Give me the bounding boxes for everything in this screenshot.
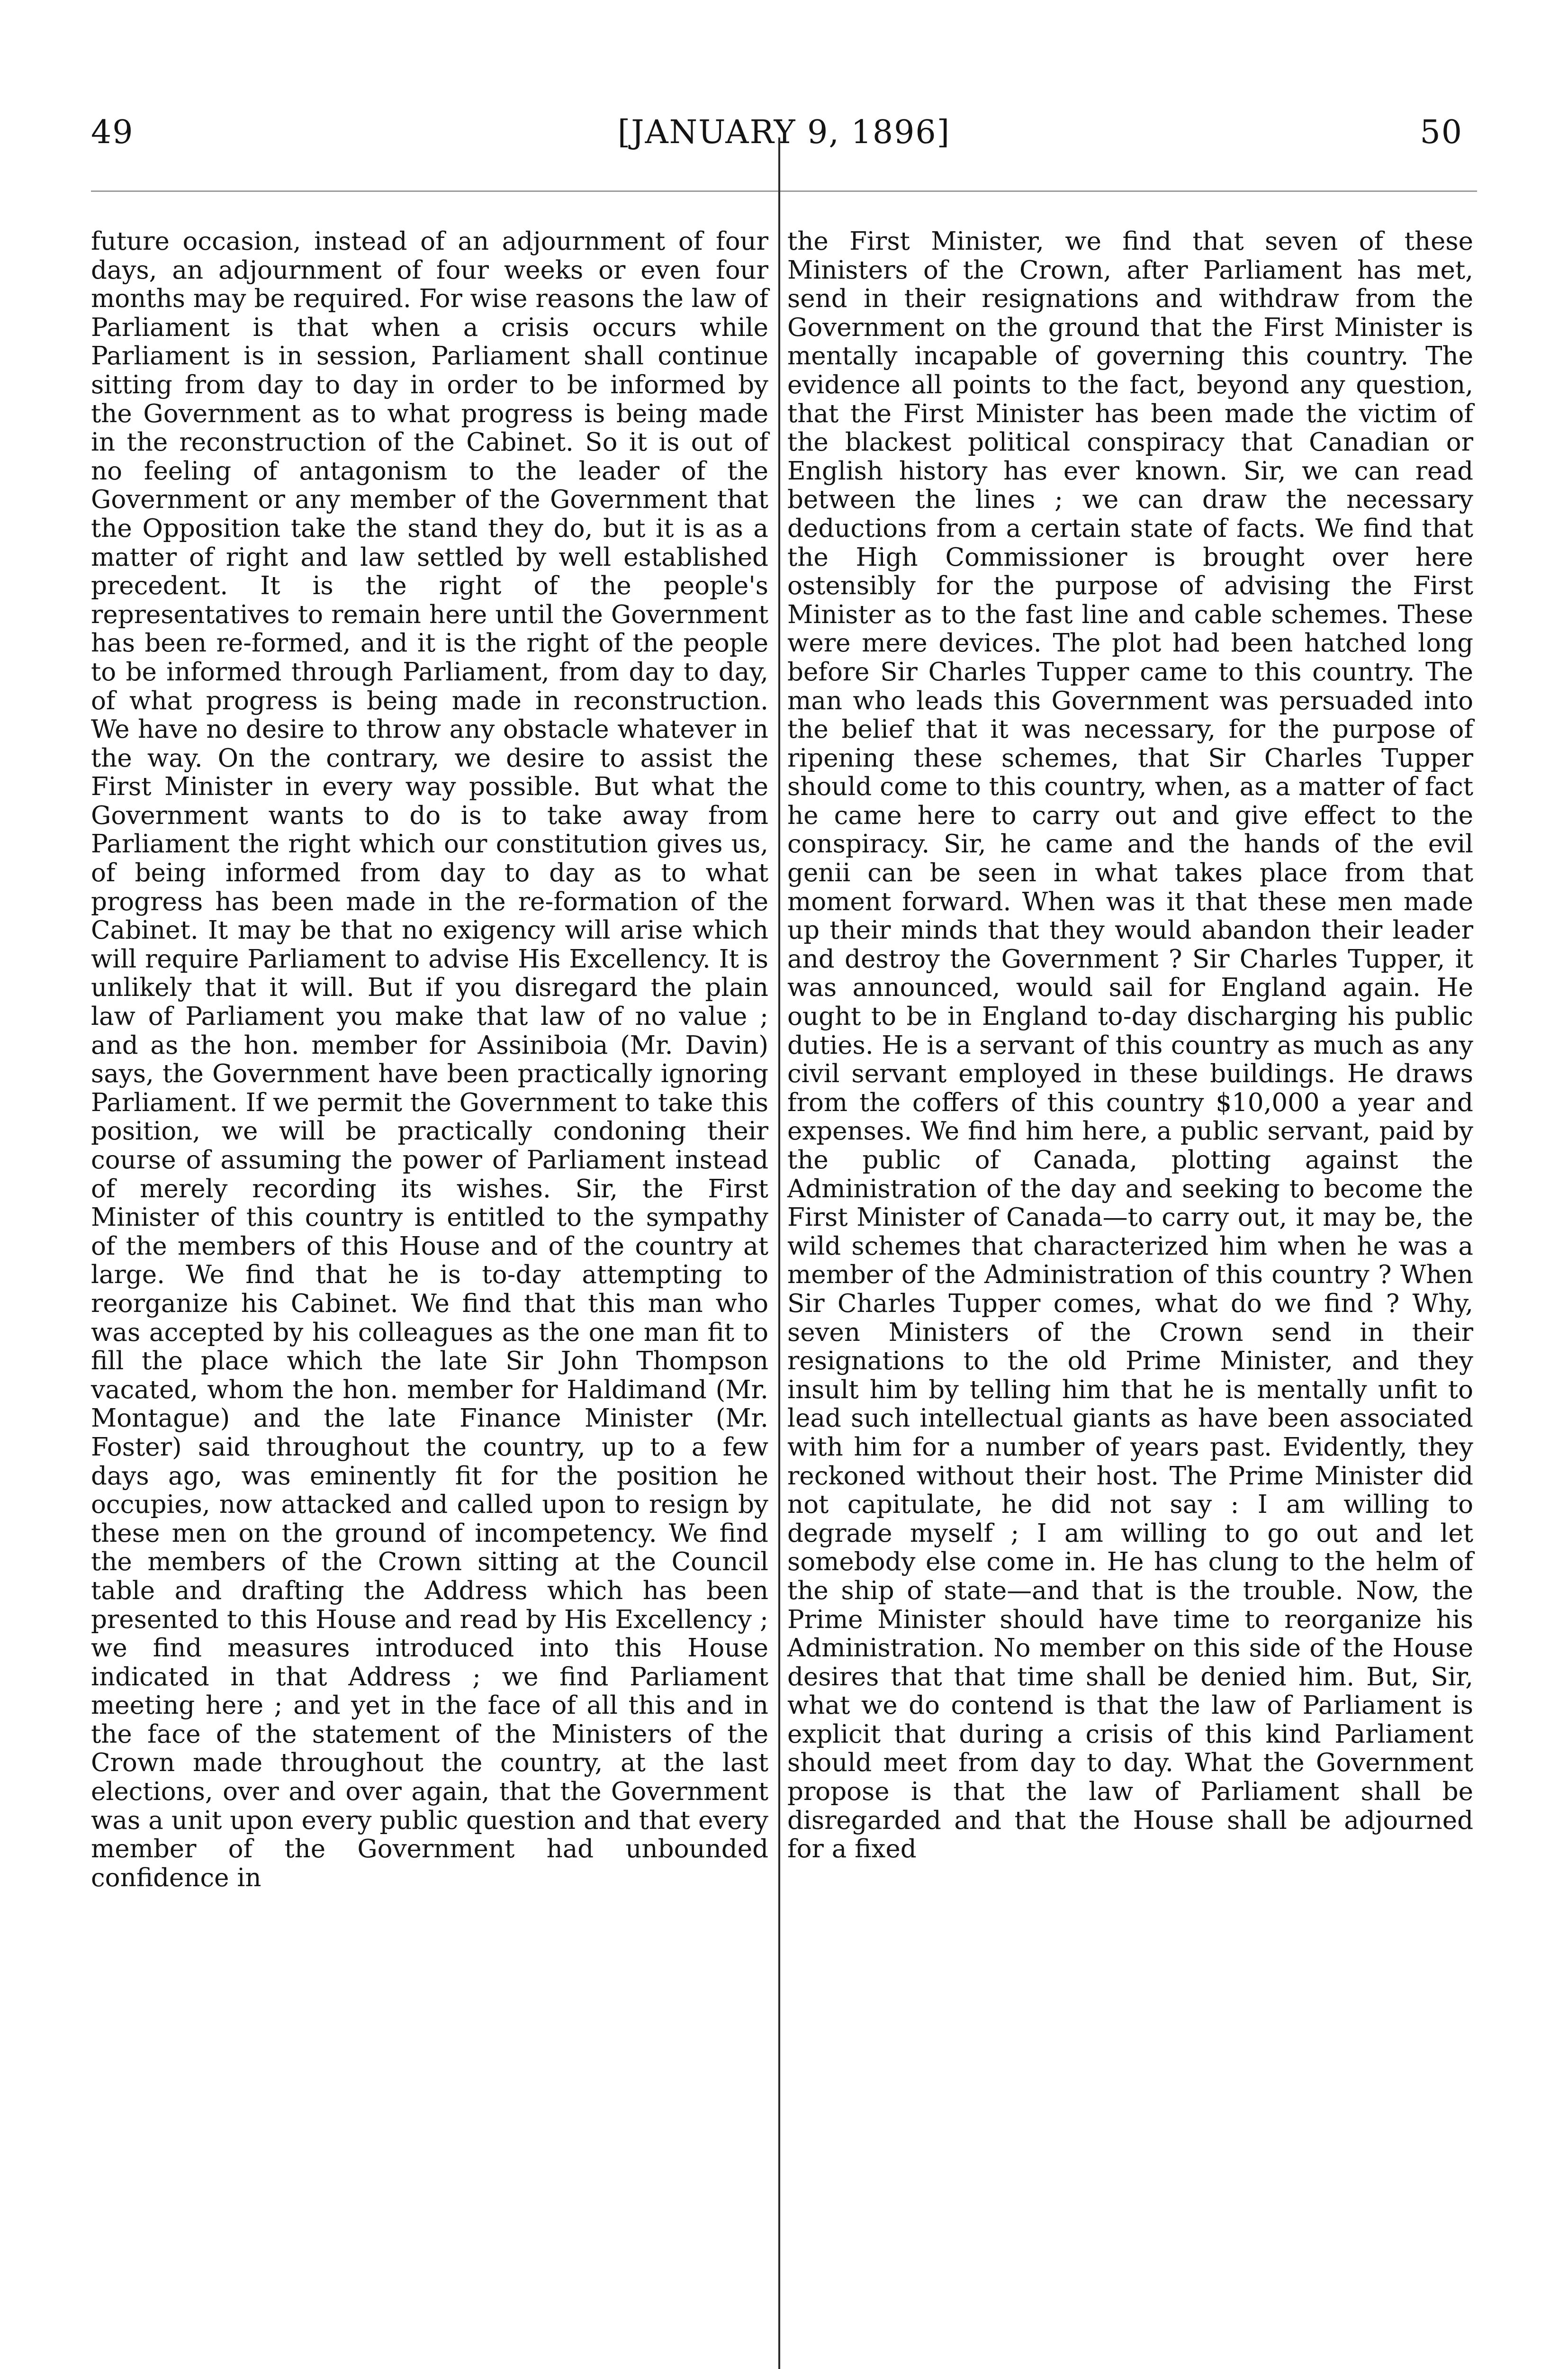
right-column-text: the First Minister, we find that seven of these Ministers of the Crown, after Parliament has met, send in their resignations and withdraw from the Government on the ground that the First Minister is mentally incapable of governing this country. The evidence all points to the fact, beyond any question, that the First Minister has been made the victim of the blackest political conspiracy that Canadian or English history has ever known. Sir, we can read between the lines ; we can draw the necessary deductions from a certain state of facts. We find that the High Commissioner is brought over here ostensibly for the purpose of advising the First Minister as to the fast line and cable schemes. These were mere devices. The plot had been hatched long before Sir Charles Tupper came to this country. The man who leads this Government was persuaded into the belief that it was necessary, for the purpose of ripening these schemes, that Sir Charles Tupper should come to this country, when, as a matter of fact he came here to carry out and give effect to the conspiracy. Sir, he came and the hands of the evil genii can be seen in what takes place from that moment forward. When was it that these men made up their minds that they would abandon their leader and destroy the Government ? Sir Charles Tupper, it was announced, would sail for England again. He ought to be in England to-day discharging his public duties. He is a servant of this country as much as any civil servant employed in these buildings. He draws from the coffers of this country $10,000 a year and expenses. We find him here, a public servant, paid by the public of Canada, plotting against the Administration of the day and seeking to become the First Minister of Canada—to carry out, it may be, the wild schemes that characterized him when he was a member of the Administration of this country ? When Sir Charles Tupper comes, what do we find ? Why, seven Ministers of the Crown send in their resignations to the old Prime Minister, and they insult him by telling him that he is mentally unfit to lead such intellectual giants as have been associated with him for a number of years past. Evidently, they reckoned without their host. The Prime Minister did not capitulate, he did not say : I am willing to degrade myself ; I am willing to go out and let somebody else come in. He has clung to the helm of the ship of state—and that is the trouble. Now, the Prime Minister should have time to reorganize his Administration. No member on this side of the House desires that that time shall be denied him. But, Sir, what we do contend is that the law of Parliament is explicit that during a crisis of this kind Parliament should meet from day to day. What the Government propose is that the law of Parliament shall be disregarded and that the House shall be adjourned for a fixed — [787, 227, 1473, 1864]
page-header — [0, 114, 1568, 166]
left-column-text: future occasion, instead of an adjournment of four days, an adjournment of four weeks or even four months may be required. For wise reasons the law of Parliament is that when a crisis occurs while Parliament is in session, Parliament shall continue sitting from day to day in order to be informed by the Government as to what progress is being made in the reconstruction of the Cabinet. So it is out of no feeling of antagonism to the leader of the Government or any member of the Government that the Opposition take the stand they do, but it is as a matter of right and law settled by well established precedent. It is the right of the people's representatives to remain here until the Government has been re-formed, and it is the right of the people to be informed through Parliament, from day to day, of what progress is being made in reconstruction. We have no desire to throw any obstacle whatever in the way. On the contrary, we desire to assist the First Minister in every way possible. But what the Government wants to do is to take away from Parliament the right which our constitution gives us, of being informed from day to day as to what progress has been made in the re-formation of the Cabinet. It may be that no exigency will arise which will require Parliament to advise His Excellency. It is unlikely that it will. But if you disregard the plain law of Parliament you make that law of no value ; and as the hon. member for Assiniboia (Mr. Davin) says, the Government have been practically ignoring Parliament. If we permit the Government to take this position, we will be practically condoning their course of assuming the power of Parliament instead of merely recording its wishes. Sir, the First Minister of this country is entitled to the sympathy of the members of this House and of the country at large. We find that he is to-day attempting to reorganize his Cabinet. We find that this man who was accepted by his colleagues as the one man fit to fill the place which the late Sir John Thompson vacated, whom the hon. member for Haldimand (Mr. Montague) and the late Finance Minister (Mr. Foster) said throughout the country, up to a few days ago, was eminently fit for the position he occupies, now attacked and called upon to resign by these men on the ground of incompetency. We find the members of the Crown sitting at the Council table and drafting the Address which has been presented to this House and read by His Excellency ; we find measures introduced into this House indicated in that Address ; we find Parliament meeting here ; and yet in the face of all this and in the face of the statement of the Ministers of the Crown made throughout the country, at the last elections, over and over again, that the Government was a unit upon every public question and that every member of the Government had unbounded confidence in — [91, 227, 768, 1892]
right-column — [787, 227, 1473, 1864]
left-column — [91, 227, 768, 1892]
header-rule — [91, 190, 1477, 192]
page-date: [JANUARY 9, 1896] — [617, 114, 951, 151]
page-number-left: 49 — [91, 114, 134, 151]
column-divider — [778, 137, 780, 2369]
page-number-right: 50 — [1420, 114, 1463, 151]
